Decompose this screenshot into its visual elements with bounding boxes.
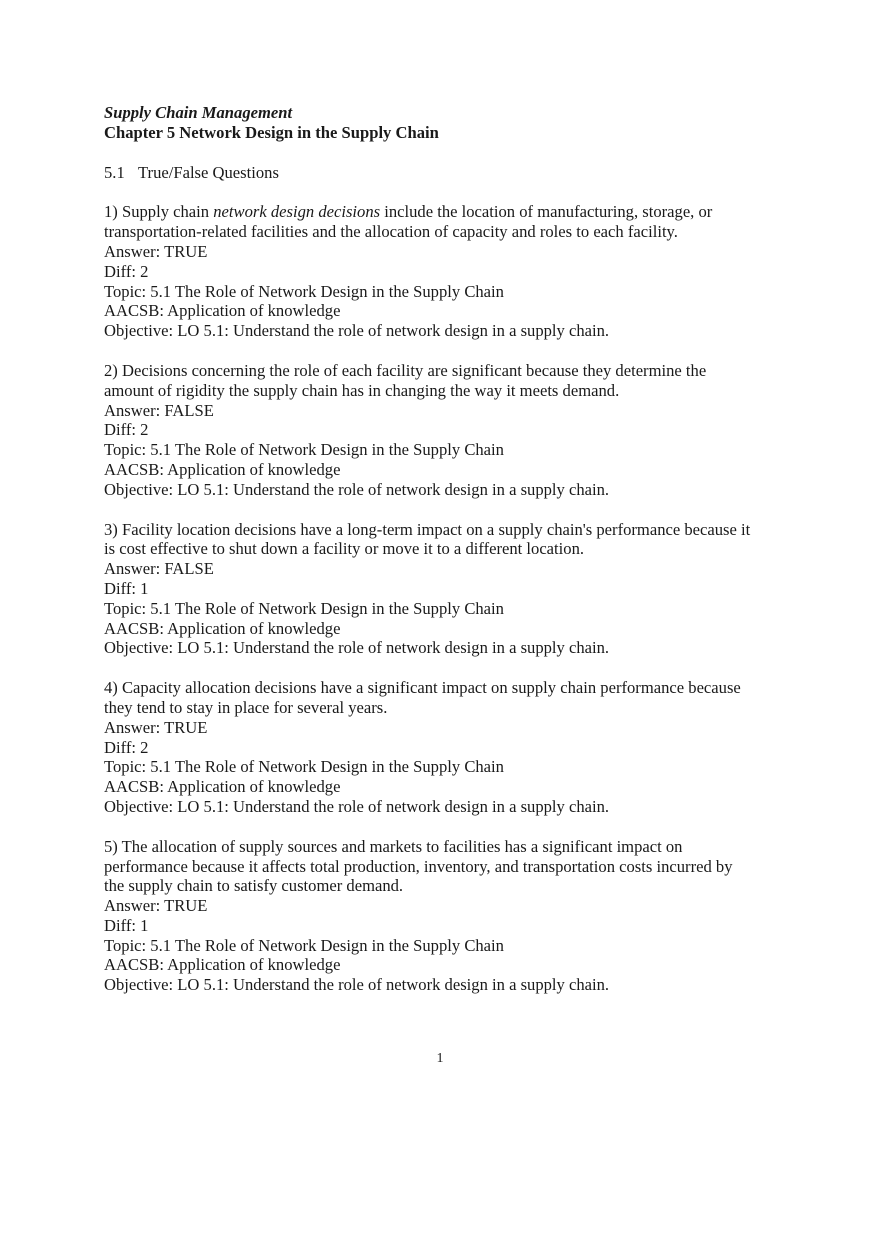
question-topic: Topic: 5.1 The Role of Network Design in the Supply Chain xyxy=(104,281,504,301)
question-block xyxy=(104,678,794,817)
question-stem-text: the supply chain to satisfy customer demand. xyxy=(104,876,404,896)
question-stem-emphasis: network design decisions xyxy=(213,202,381,222)
section-number: 5.1 xyxy=(104,162,125,182)
question-stem-line xyxy=(104,678,794,698)
question-stem-text: is cost effective to shut down a facility or move it to a different location. xyxy=(104,539,585,559)
section-heading xyxy=(104,163,794,183)
question-block xyxy=(104,837,794,995)
question-topic: Topic: 5.1 The Role of Network Design in the Supply Chain xyxy=(104,935,504,955)
question-answer: Answer: TRUE xyxy=(104,717,208,737)
question-stem-text: transportation-related facilities and the allocation of capacity and roles to each facility. xyxy=(104,222,678,242)
question-block xyxy=(104,520,794,659)
question-stem-text: 1) Supply chain xyxy=(104,202,214,222)
question-aacsb: AACSB: Application of knowledge xyxy=(104,301,341,321)
question-topic: Topic: 5.1 The Role of Network Design in the Supply Chain xyxy=(104,757,504,777)
question-stem-text: amount of rigidity the supply chain has in changing the way it meets demand. xyxy=(104,380,620,400)
question-stem-text: 3) Facility location decisions have a long-term impact on a supply chain's performance because it xyxy=(104,519,751,539)
question-block xyxy=(104,361,794,500)
question-answer: Answer: TRUE xyxy=(104,241,208,261)
question-aacsb: AACSB: Application of knowledge xyxy=(104,459,341,479)
question-objective: Objective: LO 5.1: Understand the role of network design in a supply chain. xyxy=(104,479,610,499)
question-difficulty: Diff: 2 xyxy=(104,420,149,440)
question-aacsb: AACSB: Application of knowledge xyxy=(104,618,341,638)
question-stem-line xyxy=(104,361,794,381)
question-stem-text: 4) Capacity allocation decisions have a significant impact on supply chain performance because xyxy=(104,678,741,698)
question-stem-line xyxy=(104,876,794,896)
question-stem-text: include the location of manufacturing, storage, or xyxy=(380,202,713,222)
question-stem-line xyxy=(104,202,794,222)
question-difficulty: Diff: 2 xyxy=(104,737,149,757)
question-difficulty: Diff: 1 xyxy=(104,915,149,935)
question-stem-line xyxy=(104,222,794,242)
question-stem-line xyxy=(104,539,794,559)
question-objective: Objective: LO 5.1: Understand the role of network design in a supply chain. xyxy=(104,638,610,658)
question-list xyxy=(104,202,794,995)
question-stem-line xyxy=(104,698,794,718)
chapter-title: Chapter 5 Network Design in the Supply Chain xyxy=(104,122,439,142)
question-answer: Answer: FALSE xyxy=(104,400,214,420)
section-title: True/False Questions xyxy=(138,162,279,182)
question-answer: Answer: TRUE xyxy=(104,896,208,916)
question-stem-line xyxy=(104,381,794,401)
question-answer: Answer: FALSE xyxy=(104,559,214,579)
book-title: Supply Chain Management xyxy=(104,103,293,122)
question-topic: Topic: 5.1 The Role of Network Design in the Supply Chain xyxy=(104,598,504,618)
question-objective: Objective: LO 5.1: Understand the role of network design in a supply chain. xyxy=(104,796,610,816)
question-stem-text: 2) Decisions concerning the role of each facility are significant because they determine the xyxy=(104,360,707,380)
question-block xyxy=(104,202,794,341)
question-stem-text: 5) The allocation of supply sources and markets to facilities has a significant impact on xyxy=(104,836,683,856)
question-stem-line xyxy=(104,857,794,877)
page-number: 1 xyxy=(436,1051,444,1066)
question-objective: Objective: LO 5.1: Understand the role of network design in a supply chain. xyxy=(104,321,610,341)
question-stem-line xyxy=(104,520,794,540)
question-difficulty: Diff: 1 xyxy=(104,578,149,598)
question-stem-line xyxy=(104,837,794,857)
question-difficulty: Diff: 2 xyxy=(104,261,149,281)
question-stem-text: they tend to stay in place for several years. xyxy=(104,697,388,717)
question-topic: Topic: 5.1 The Role of Network Design in the Supply Chain xyxy=(104,440,504,460)
question-aacsb: AACSB: Application of knowledge xyxy=(104,955,341,975)
question-stem-text: performance because it affects total production, inventory, and transportation costs incurred by xyxy=(104,856,733,876)
question-aacsb: AACSB: Application of knowledge xyxy=(104,777,341,797)
document-page xyxy=(104,103,794,995)
question-objective: Objective: LO 5.1: Understand the role of network design in a supply chain. xyxy=(104,975,610,995)
